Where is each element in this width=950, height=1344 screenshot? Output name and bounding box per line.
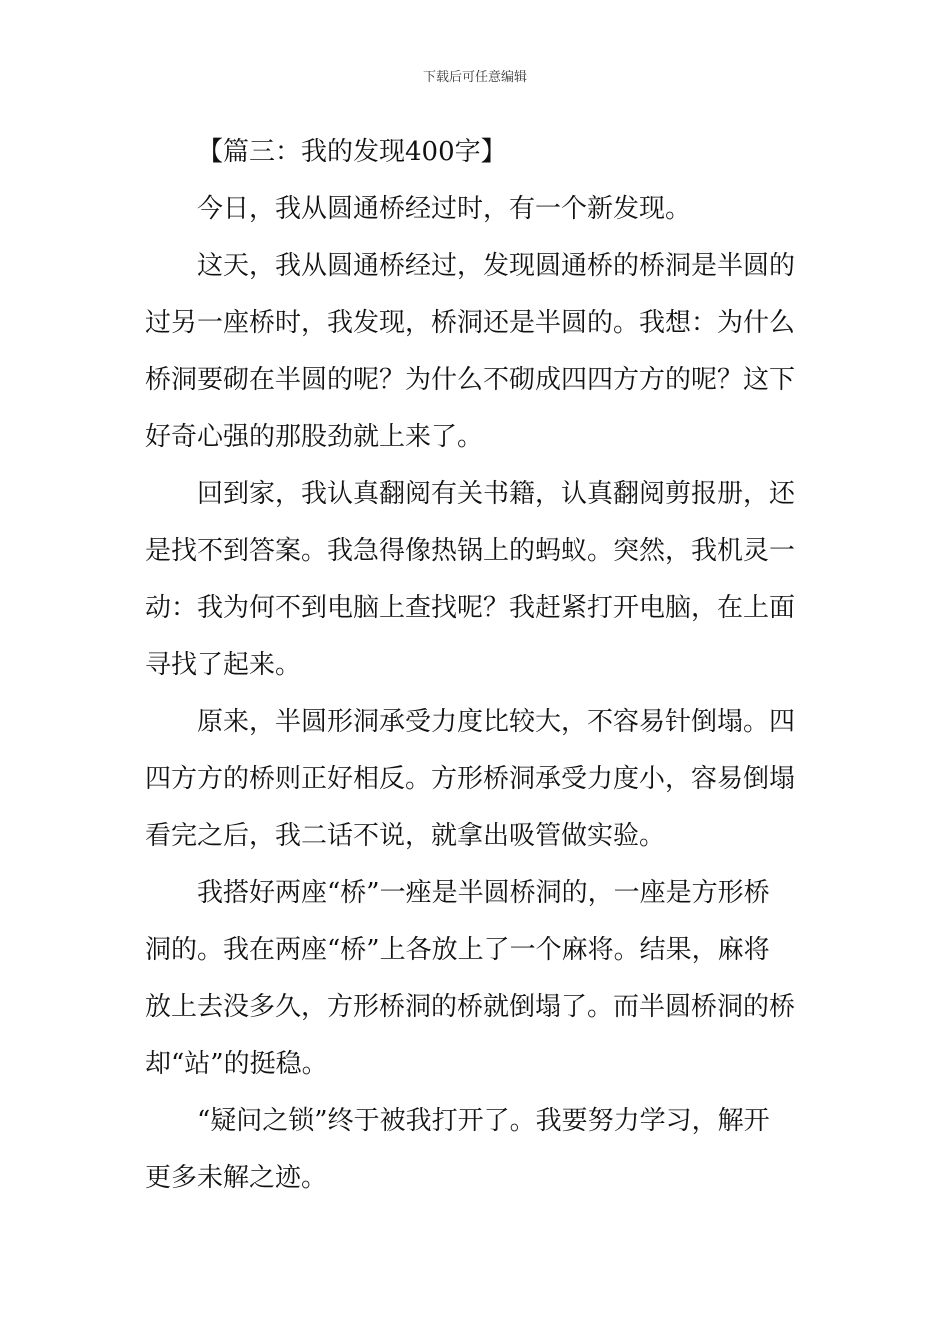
paragraph-1 (145, 181, 810, 238)
paragraph-line: 看完之后，我二话不说，就拿出吸管做实验。 (145, 821, 666, 851)
paragraph-line: 动：我为何不到电脑上查找呢？我赶紧打开电脑，在上面 (145, 593, 796, 623)
document-body (145, 124, 810, 1207)
paragraph-line: 这天，我从圆通桥经过，发现圆通桥的桥洞是半圆的 (197, 251, 796, 281)
paragraph-line: 放上去没多久，方形桥洞的桥就倒塌了。而半圆桥洞的桥 (145, 992, 796, 1022)
paragraph-6 (145, 1093, 810, 1207)
paragraph-line: 回到家，我认真翻阅有关书籍，认真翻阅剪报册，还 (197, 479, 796, 509)
paragraph-line: 过另一座桥时，我发现，桥洞还是半圆的。我想：为什么 (145, 308, 796, 338)
paragraph-line: 更多未解之迹。 (145, 1163, 328, 1193)
paragraph-line: 是找不到答案。我急得像热锅上的蚂蚁。突然，我机灵一 (145, 536, 796, 566)
paragraph-line: 原来，半圆形洞承受力度比较大，不容易针倒塌。四 (197, 707, 796, 737)
paragraph-2 (145, 238, 810, 466)
paragraph-line: 洞的。我在两座“桥”上各放上了一个麻将。结果，麻将 (145, 935, 770, 965)
paragraph-line: 好奇心强的那股劲就上来了。 (145, 422, 484, 452)
paragraph-line: 四方方的桥则正好相反。方形桥洞承受力度小，容易倒塌 (145, 764, 796, 794)
paragraph-line: 寻找了起来。 (145, 650, 302, 680)
paragraph-line: 却“站”的挺稳。 (145, 1049, 328, 1079)
paragraph-line: 我搭好两座“桥”一痤是半圆桥洞的，一座是方形桥 (197, 878, 770, 908)
paragraph-line: 桥洞要砌在半圆的呢？为什么不砌成四四方方的呢？这下 (145, 365, 796, 395)
page-header: 下载后可任意编辑 (422, 70, 527, 85)
paragraph-line: “疑问之锁”终于被我打开了。我要努力学习，解开 (197, 1106, 770, 1136)
paragraph-3 (145, 466, 810, 694)
paragraph-line: 今日，我从圆通桥经过时，有一个新发现。 (197, 194, 692, 224)
paragraph-5 (145, 865, 810, 1093)
paragraph-4 (145, 694, 810, 865)
document-title: 【篇三：我的发现400字】 (197, 137, 507, 167)
